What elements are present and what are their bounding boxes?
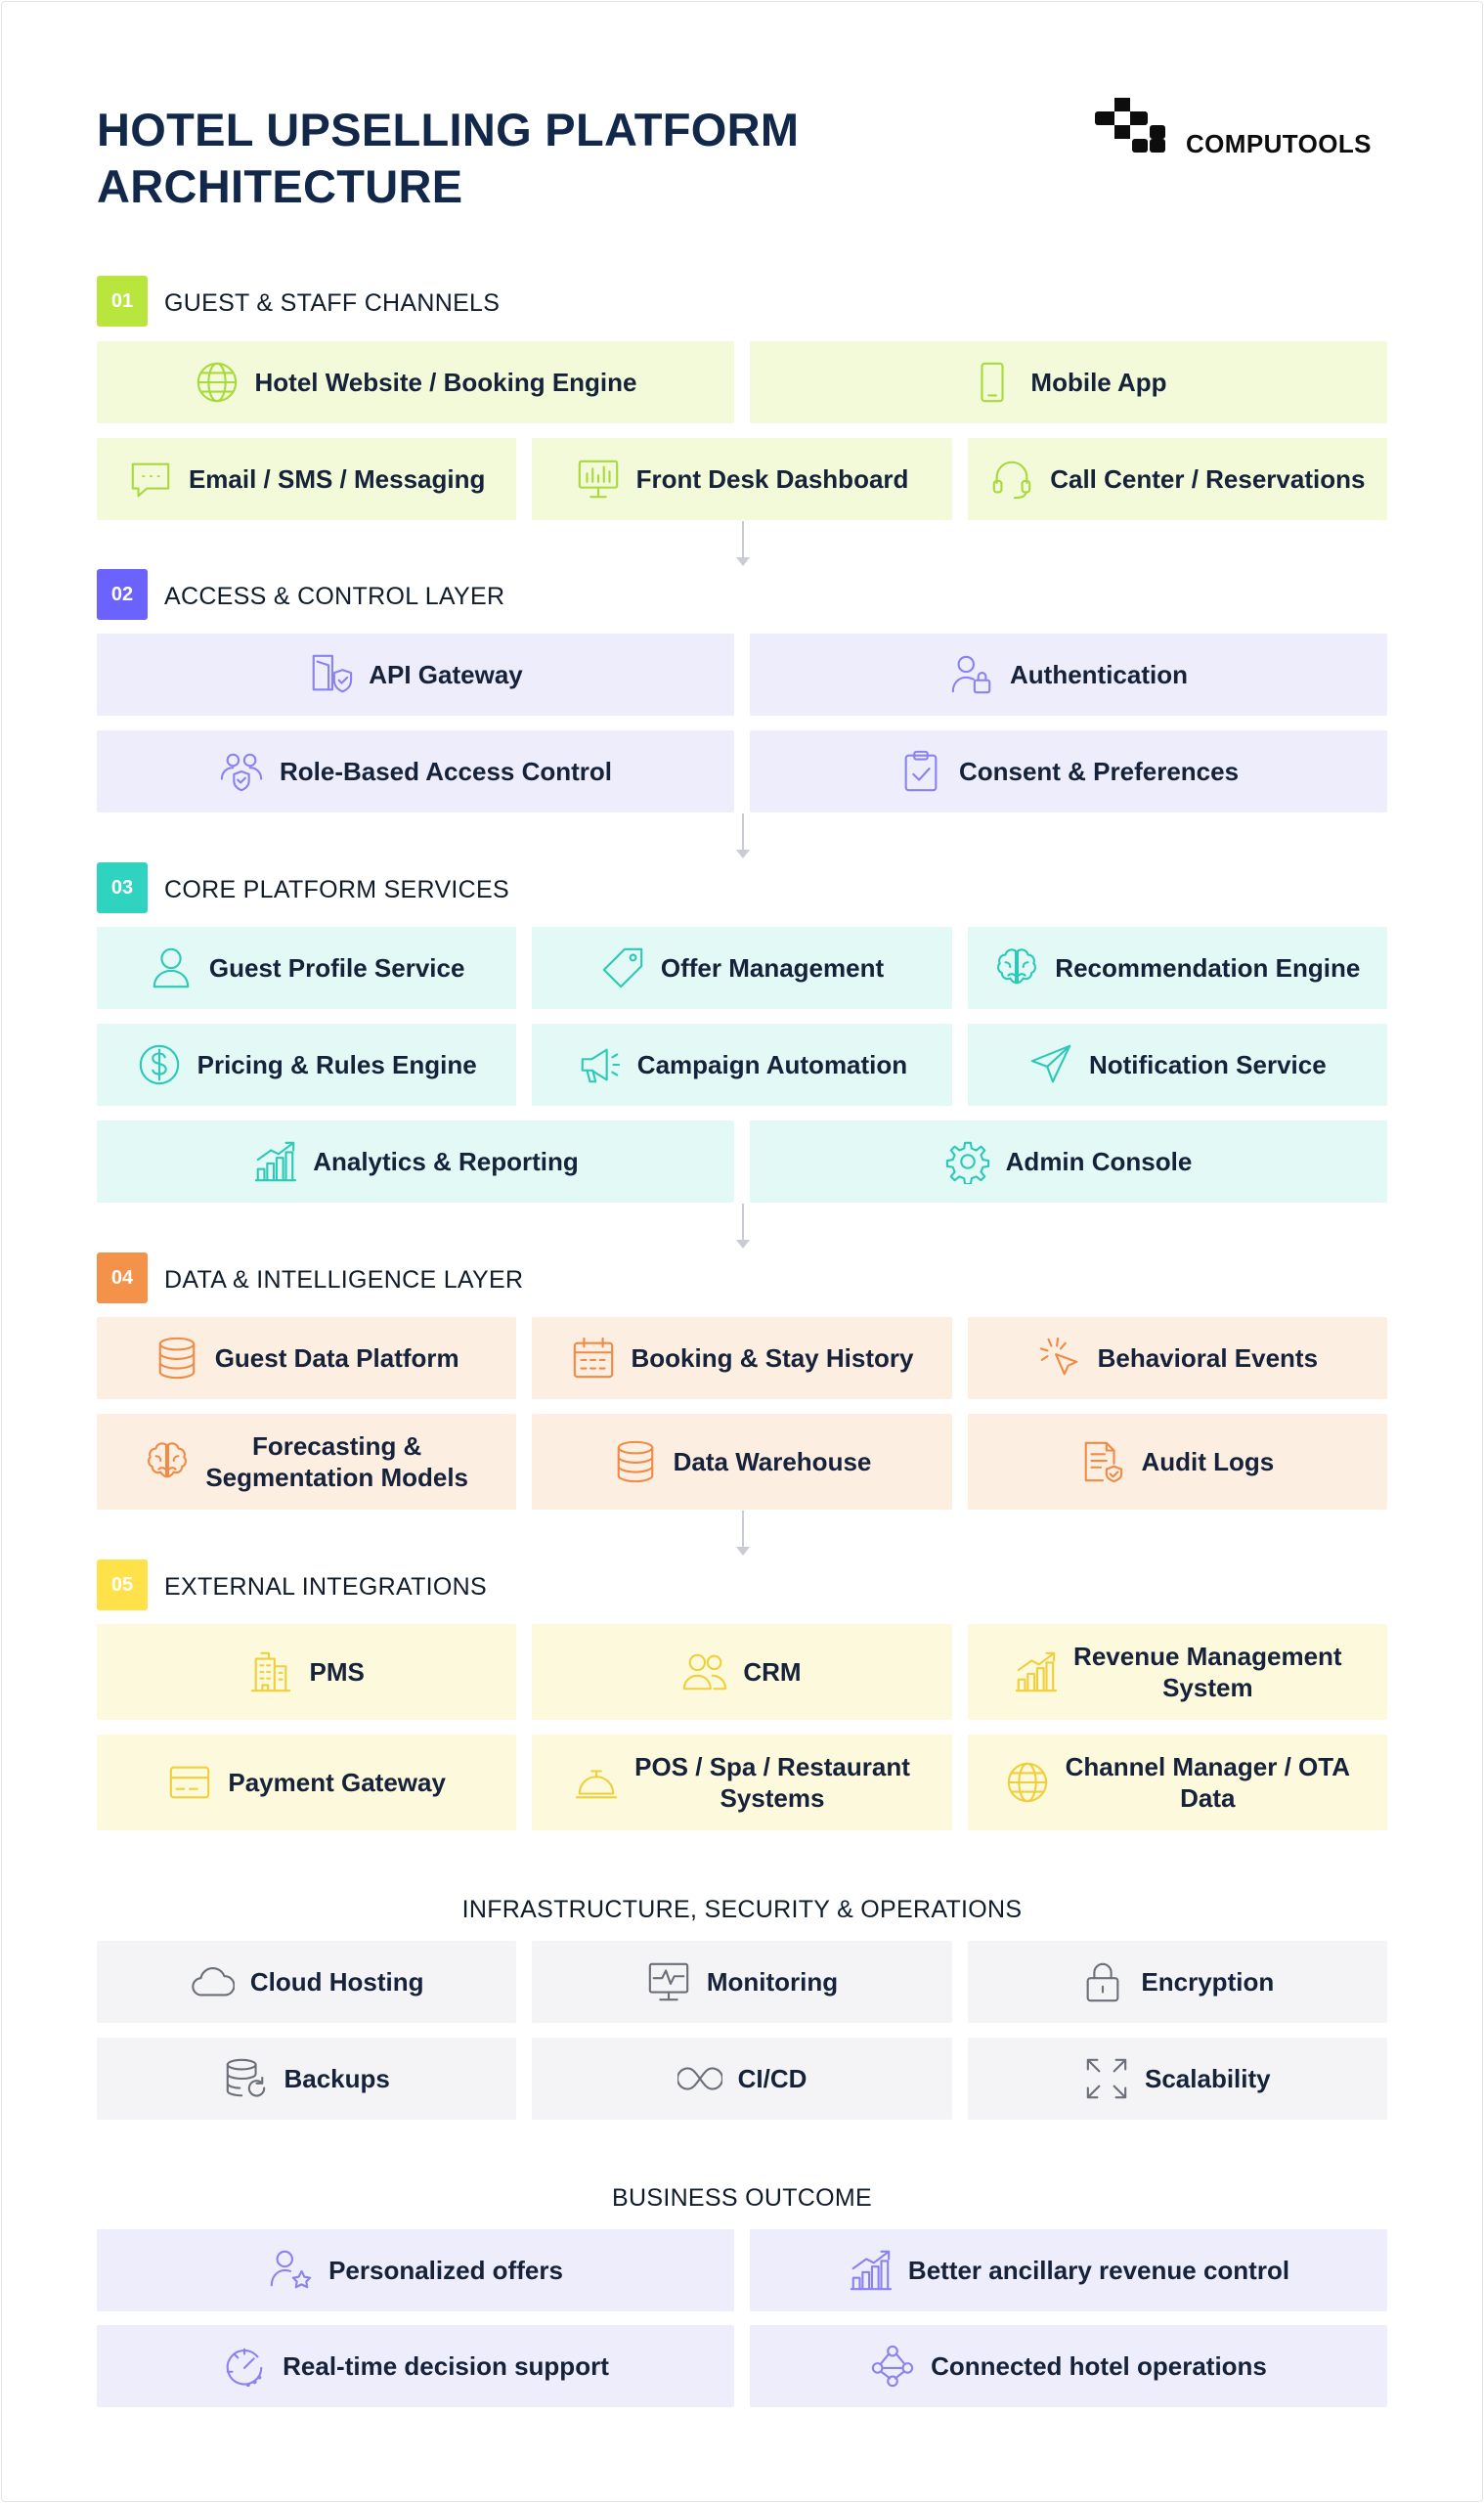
hotel-building-icon [248, 1649, 293, 1694]
document-shield-icon [1080, 1439, 1125, 1484]
component-offer-management [532, 927, 951, 1009]
component-label: Consent & Preferences [958, 757, 1240, 786]
component-label: Forecasting & Segmentation Models [205, 1431, 469, 1492]
database-icon [154, 1336, 199, 1381]
component-label: Better ancillary revenue control [907, 2256, 1290, 2285]
gateway-shield-icon [308, 652, 353, 697]
component-label: Revenue Management System [1073, 1642, 1342, 1702]
infinity-icon [677, 2056, 722, 2101]
component-label: CI/CD [737, 2064, 807, 2093]
section-header-02 [97, 569, 781, 620]
component-label: Pricing & Rules Engine [196, 1050, 477, 1079]
component-front-desk-dashboard [532, 438, 951, 520]
smartphone-icon [970, 360, 1015, 405]
cursor-click-icon [1037, 1336, 1082, 1381]
component-label: Guest Data Platform [214, 1343, 459, 1373]
component-payment-gateway [97, 1735, 516, 1830]
clipboard-check-icon [898, 749, 943, 794]
component-label: Cloud Hosting [249, 1967, 424, 1997]
component-pricing-rules-engine [97, 1024, 516, 1106]
megaphone-icon [577, 1042, 622, 1087]
component-scalability [968, 2038, 1387, 2120]
component-label: Offer Management [660, 953, 885, 983]
component-label: Data Warehouse [673, 1447, 872, 1476]
flow-arrow-down [739, 813, 747, 859]
logo-text: COMPUTOOLS [1186, 129, 1372, 158]
component-label: Scalability [1145, 2064, 1271, 2093]
component-label: Hotel Website / Booking Engine [254, 368, 637, 397]
section-title: DATA & INTELLIGENCE LAYER [164, 1266, 524, 1294]
component-api-gateway [97, 634, 734, 716]
component-label: Authentication [1010, 660, 1188, 689]
component-cloud-hosting [97, 1941, 516, 2023]
user-lock-icon [949, 652, 994, 697]
credit-card-icon [167, 1760, 212, 1805]
section-header-01 [97, 276, 781, 327]
flow-arrow-down [739, 1204, 747, 1250]
component-label: PMS [309, 1657, 365, 1687]
section-number-badge: 05 [97, 1559, 148, 1610]
database-refresh-icon [223, 2056, 268, 2101]
component-analytics-reporting [97, 1120, 734, 1203]
network-nodes-icon [870, 2344, 915, 2389]
component-label: Behavioral Events [1097, 1343, 1319, 1373]
tag-icon [600, 945, 645, 990]
component-label: Email / SMS / Messaging [188, 464, 486, 494]
component-label: Role-Based Access Control [279, 757, 613, 786]
component-label: Campaign Automation [636, 1050, 908, 1079]
section-number-badge: 04 [97, 1252, 148, 1303]
globe-icon [195, 360, 240, 405]
component-label: Backups [284, 2064, 390, 2093]
component-label: Call Center / Reservations [1050, 464, 1366, 494]
component-label: POS / Spa / Restaurant Systems [634, 1752, 910, 1813]
component-label: Mobile App [1030, 368, 1167, 397]
component-notification-service [968, 1024, 1387, 1106]
component-crm [532, 1624, 951, 1720]
component-label: Analytics & Reporting [313, 1147, 579, 1176]
component-audit-logs [968, 1414, 1387, 1510]
component-revenue-management-system [968, 1624, 1387, 1720]
component-call-center-reservations [968, 438, 1387, 520]
component-behavioral-events [968, 1317, 1387, 1399]
cloud-icon [190, 1959, 235, 2004]
user-star-icon [268, 2248, 313, 2293]
component-label: Payment Gateway [228, 1768, 446, 1797]
component-label: Admin Console [1005, 1147, 1193, 1176]
message-icon [128, 457, 173, 502]
component-data-warehouse [532, 1414, 951, 1510]
section-title: ACCESS & CONTROL LAYER [164, 583, 505, 610]
headset-icon [989, 457, 1034, 502]
service-bell-icon [574, 1760, 619, 1805]
component-personalized-offers [97, 2229, 734, 2311]
section-header-03 [97, 862, 781, 913]
component-connected-hotel-operations [750, 2325, 1387, 2407]
component-consent-preferences [750, 730, 1387, 812]
component-label: API Gateway [369, 660, 523, 689]
component-email-sms-messaging [97, 438, 516, 520]
brain-icon [994, 945, 1039, 990]
component-label: Notification Service [1088, 1050, 1327, 1079]
growth-chart-icon [848, 2248, 893, 2293]
component-recommendation-engine [968, 927, 1387, 1009]
component-booking-stay-history [532, 1317, 951, 1399]
globe-icon [1005, 1760, 1050, 1805]
speed-gauge-icon [222, 2344, 267, 2389]
component-label: Encryption [1141, 1967, 1275, 1997]
component-campaign-automation [532, 1024, 951, 1106]
component-label: Connected hotel operations [931, 2351, 1267, 2381]
component-better-ancillary-revenue-control [750, 2229, 1387, 2311]
component-label: Guest Profile Service [208, 953, 465, 983]
component-monitoring [532, 1941, 951, 2023]
component-label: Front Desk Dashboard [635, 464, 909, 494]
users-shield-icon [219, 749, 264, 794]
section-header-05 [97, 1559, 781, 1610]
section-number-badge: 01 [97, 276, 148, 327]
component-label: Audit Logs [1141, 1447, 1275, 1476]
database-icon [613, 1439, 658, 1484]
component-label: Channel Manager / OTA Data [1065, 1752, 1350, 1813]
component-label: Real-time decision support [283, 2351, 609, 2381]
component-label: CRM [743, 1657, 802, 1687]
component-backups [97, 2038, 516, 2120]
section-number-badge: 02 [97, 569, 148, 620]
flow-arrow-down [739, 521, 747, 567]
section-title: EXTERNAL INTEGRATIONS [164, 1573, 487, 1601]
padlock-icon [1080, 1959, 1125, 2004]
component-guest-data-platform [97, 1317, 516, 1399]
flow-arrow-down [739, 1511, 747, 1557]
users-icon [682, 1649, 727, 1694]
growth-chart-icon [1013, 1649, 1058, 1694]
component-encryption [968, 1941, 1387, 2023]
component-label: Personalized offers [328, 2256, 563, 2285]
component-label: Booking & Stay History [631, 1343, 914, 1373]
business-outcome-heading: BUSINESS OUTCOME [612, 2184, 872, 2212]
gear-icon [945, 1139, 990, 1184]
page-title: HOTEL UPSELLING PLATFORM ARCHITECTURE [97, 104, 800, 212]
component-ci-cd [532, 2038, 951, 2120]
growth-chart-icon [252, 1139, 297, 1184]
component-pms [97, 1624, 516, 1720]
user-icon [149, 945, 194, 990]
section-header-04 [97, 1252, 781, 1303]
component-admin-console [750, 1120, 1387, 1203]
brain-icon [145, 1439, 190, 1484]
component-forecasting-segmentation-models [97, 1414, 516, 1510]
section-number-badge: 03 [97, 862, 148, 913]
dollar-icon [137, 1042, 182, 1087]
component-label: Recommendation Engine [1055, 953, 1361, 983]
computools-logo-icon [1093, 96, 1171, 156]
calendar-icon [571, 1336, 616, 1381]
dashboard-icon [576, 457, 621, 502]
component-guest-profile-service [97, 927, 516, 1009]
infrastructure-heading: INFRASTRUCTURE, SECURITY & OPERATIONS [461, 1896, 1023, 1923]
company-logo [1093, 96, 1391, 158]
component-label: Monitoring [706, 1967, 839, 1997]
monitor-pulse-icon [646, 1959, 691, 2004]
component-mobile-app [750, 341, 1387, 423]
section-title: GUEST & STAFF CHANNELS [164, 289, 501, 317]
section-title: CORE PLATFORM SERVICES [164, 876, 509, 903]
component-role-based-access-control [97, 730, 734, 812]
component-channel-manager-ota-data [968, 1735, 1387, 1830]
expand-arrows-icon [1084, 2056, 1129, 2101]
component-authentication [750, 634, 1387, 716]
paper-plane-icon [1028, 1042, 1073, 1087]
component-hotel-website-booking-engine [97, 341, 734, 423]
component-real-time-decision-support [97, 2325, 734, 2407]
component-pos-spa-restaurant-systems [532, 1735, 951, 1830]
